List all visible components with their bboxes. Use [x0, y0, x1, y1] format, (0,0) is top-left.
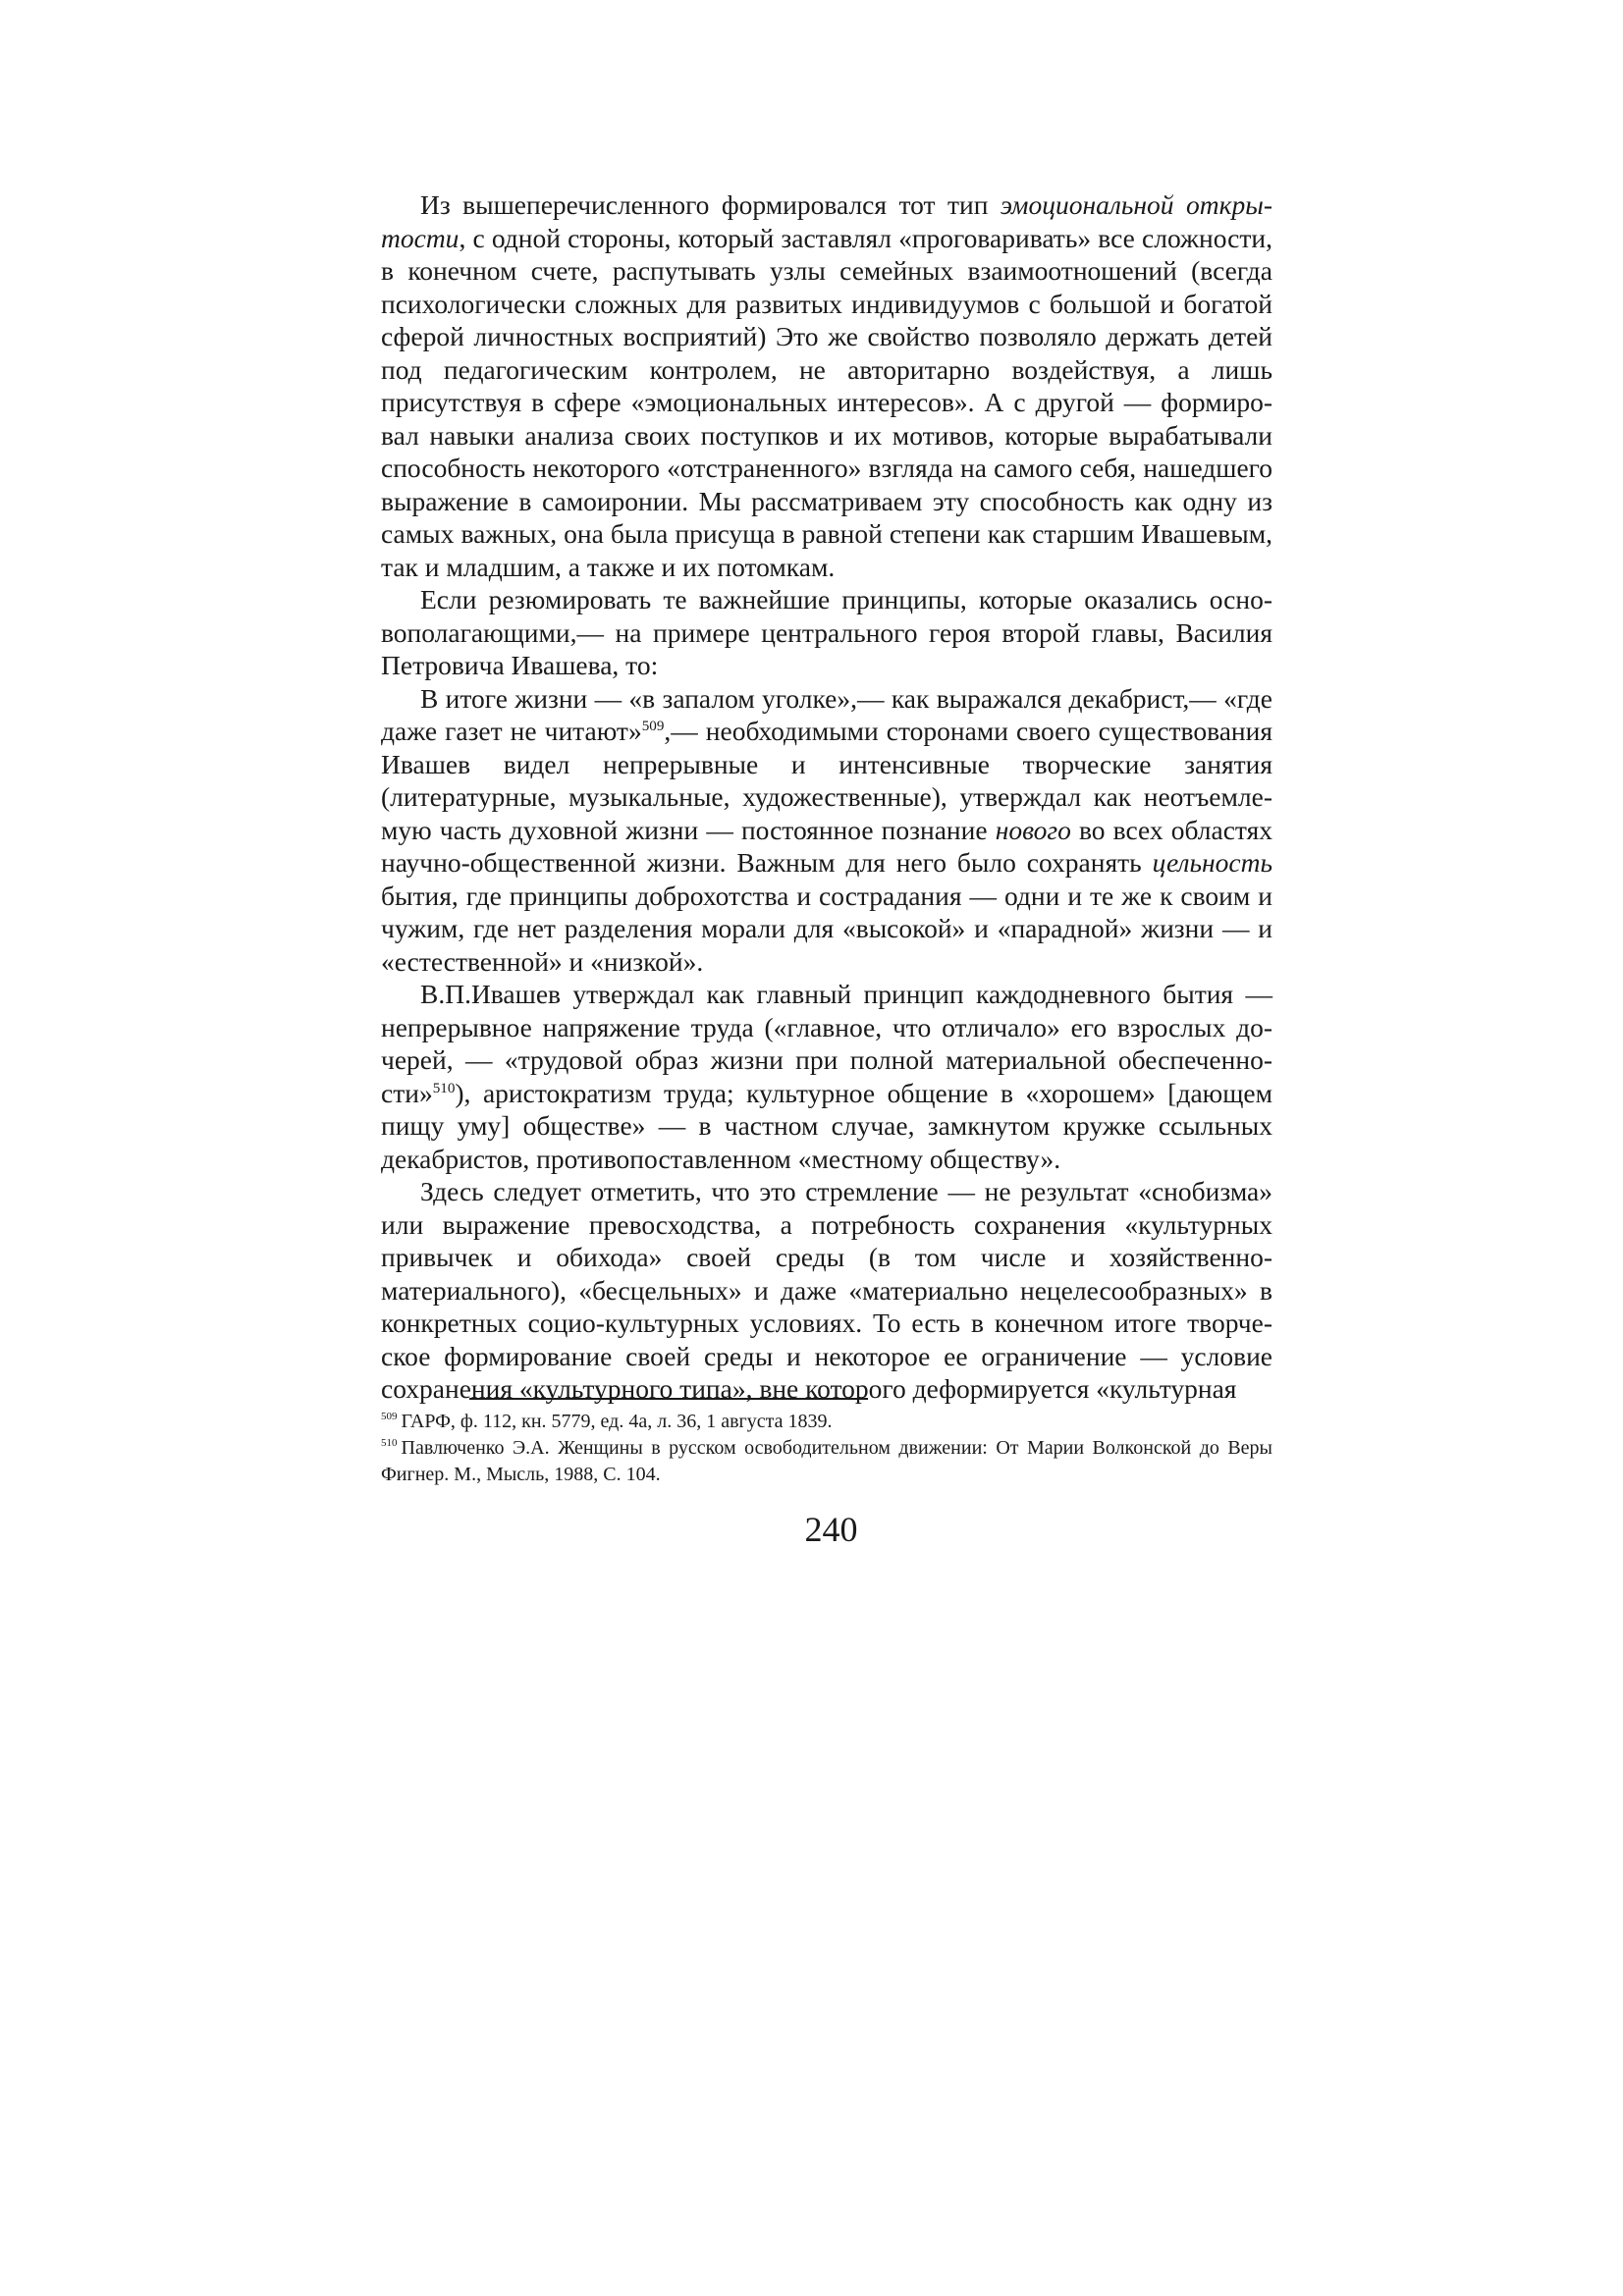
text-run: В итоге жизни — «в запалом уголке»,— как выражался декабрист,— «где даже газет не читают»: [381, 682, 1272, 746]
footnote-separator: [469, 1398, 868, 1400]
emphasis-text: нового: [995, 814, 1071, 845]
footnote-reference: 510: [432, 1080, 456, 1096]
text-run: во всех областях научно-общественной жизни. Важным для него было сохранять: [381, 814, 1272, 878]
text-run: бытия, где принципы доброхотства и сострадания — одни и те же к своим и чужим, где нет разделения морали для «высокой» и «парадной» жизни — и «естественной» и «низкой».: [381, 880, 1272, 977]
emphasis-text: цельность: [1152, 847, 1272, 878]
footnote-text: ГАРФ, ф. 112, кн. 5779, ед. 4а, л. 36, 1 августа 1839.: [401, 1411, 833, 1432]
body-text: [381, 188, 1272, 1406]
text-run: Если резюмировать те важнейшие принципы, которые оказались основополагающими,— на примере центрального героя второй главы, Василия Петровича Ивашева, то:: [381, 584, 1272, 680]
footnote-marker: 510: [381, 1437, 398, 1450]
paragraph: [381, 583, 1272, 682]
footnote-reference: 509: [641, 718, 665, 734]
text-run: , с одной стороны, который заставлял «проговаривать» все сложности, в конечном счете, распутывать узлы семейных взаимоотношений (всегда психологически сложных для развитых индивидуумов с большой и богатой сферой личностных восприятий) Это же свойство позволяло держать детей под педагогическим контролем, не авторитарно воздействуя, а лишь присутствуя в сфере «эмоциональных интересов». А с другой — формировал навыки анализа своих поступков и их мотивов, которые вырабатывали способность некоторого «отстраненного» взгляда на самого себя, нашедшего выражение в самоиронии. Мы рассматриваем эту способность как одну из самых важных, она была присуща в равной степени как старшим Ивашeвым, так и младшим, а также и их потомкам.: [381, 222, 1272, 582]
text-run: Из вышеперечисленного формировался тот тип: [420, 189, 1001, 220]
paragraph: [381, 682, 1272, 979]
page-number: 240: [804, 1510, 858, 1549]
paragraph: [381, 978, 1272, 1175]
text-run: ,— необходимыми сторонами своего существования Ивашев видел непрерывные и интенсивные творческие занятия (литературные, музыкальные, художественные), утверждал как неотъемлемую часть духовной жизни — постоянное познание: [381, 716, 1272, 845]
paragraph: [381, 188, 1272, 583]
emphasis-text: эмоциональной открытости: [381, 189, 1272, 253]
text-run: Здесь следует отметить, что это стремление — не результат «снобизма» или выражение превосходства, а потребность сохранения «культурных привычек и обихода» своей среды (в том числе и хозяйственно-материального), «бесцельных» и даже «материально нецелесообразных» в конкретных социо-культурных условиях. То есть в конечном итоге творческое формирование своей среды и некоторое ее ограничение — условие сохранения «культурного типа», вне которого деформируется «культурная: [381, 1176, 1272, 1404]
footnote-marker: 509: [381, 1411, 398, 1423]
paragraph: [381, 1175, 1272, 1406]
footnotes: [381, 1409, 1272, 1488]
footnote: [381, 1435, 1272, 1488]
footnote: [381, 1409, 1272, 1435]
text-run: В.П.Ивашев утверждал как главный принцип каждодневного бытия — непрерывное напряжение труда («главное, что отличало» его взрослых дочерей, — «трудовой образ жизни при полной материальной обеспеченности»: [381, 979, 1272, 1108]
text-run: ), аристократизм труда; культурное общение в «хорошем» [дающем пищу уму] обществе» — в частном случае, замкнутом кружке ссыльных декабристов, противопоставленном «местному обществу».: [381, 1077, 1272, 1174]
footnote-text: Павлюченко Э.А. Женщины в русском освободительном движении: От Марии Волконской до Веры Фигнер. М., Мысль, 1988, С. 104.: [381, 1437, 1272, 1485]
